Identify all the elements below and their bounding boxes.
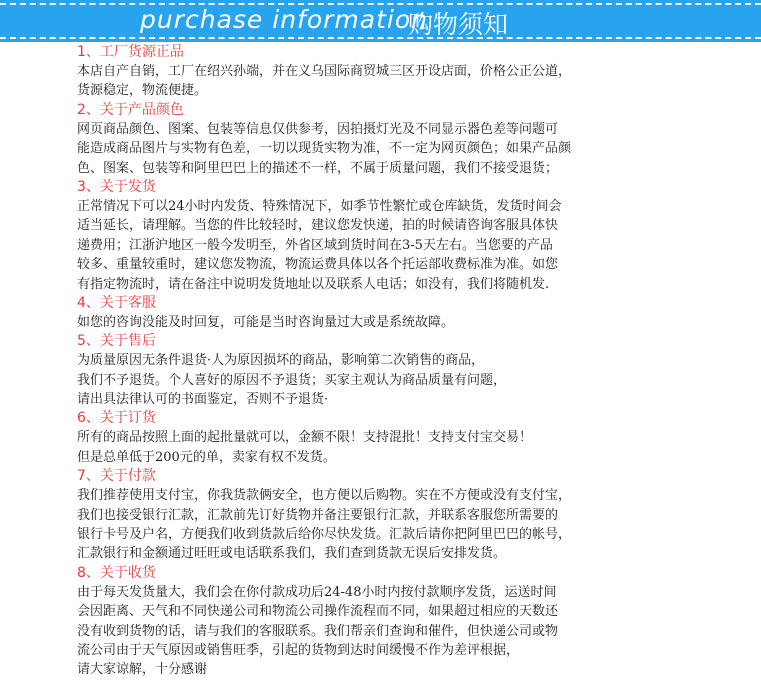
section-text-line: 请出具法律认可的书面鉴定，否则不予退货·	[77, 392, 329, 408]
section-heading: 3、关于发货	[77, 178, 156, 195]
notice-section	[77, 332, 757, 409]
section-text-line: 递费用；江浙沪地区一般今发明至，外省区域到货时间在3-5天左右。当您要的产品	[77, 237, 553, 253]
section-heading: 1、工厂货源正品	[77, 44, 184, 60]
section-heading: 6、关于订货	[77, 410, 156, 427]
bottom-dashed-divider	[0, 37, 761, 39]
section-text-line: 适当延长，请理解。当您的件比较轻时，建议您发快递，拍的时候请咨询客服具体快	[77, 218, 559, 234]
notice-section	[77, 564, 757, 680]
section-text-line: 银行卡号及户名，方便我们收到货款后给你尽快发货。汇款后请你把阿里巴巴的帐号，	[77, 527, 572, 543]
section-text-line: 流公司由于天气原因或销售旺季，引起的货物到达时间缓慢不作为差评根据，	[77, 642, 520, 658]
section-text-line: 没有收到货物的话，请与我们的客服联系。我们帮亲们查询和催件，但快递公司或物	[77, 623, 559, 639]
notice-section	[77, 101, 757, 178]
section-heading: 4、关于客服	[77, 294, 156, 311]
section-text-line: 有指定物流时，请在备注中说明发货地址以及联系人电话；如没有，我们将随机发.	[77, 276, 550, 292]
section-heading: 7、关于付款	[77, 468, 156, 485]
section-text-line: 会因距离、天气和不同快递公司和物流公司操作流程而不同，如果超过相应的天数还	[77, 604, 559, 620]
notice-section	[77, 409, 757, 467]
section-text-line: 我们不予退货。个人喜好的原因不予退货；买家主观认为商品质量有问题，	[77, 372, 507, 388]
section-text-line: 为质量原因无条件退货·人为原因损坏的商品，影响第二次销售的商品，	[77, 353, 485, 369]
section-text-line: 我们推荐使用支付宝，你我货款俩安全，也方便以后购物。实在不方便或没有支付宝，	[77, 488, 572, 504]
section-text-line: 请大家谅解，十分感谢	[77, 662, 208, 678]
notice-section	[77, 43, 757, 101]
section-text-line: 较多、重量较重时，建议您发物流，物流运费具体以各个托运部收费标准为准。如您	[77, 257, 559, 273]
section-text-line: 汇款银行和金额通过旺旺或电话联系我们，我们查到货款无误后安排发货。	[77, 546, 507, 562]
notice-section	[77, 294, 757, 332]
notice-section	[77, 467, 757, 564]
section-text-line: 色、图案、包装等和阿里巴巴上的描述不一样，不属于质量问题，我们不接受退货；	[77, 160, 559, 176]
section-text-line: 本店自产自销，工厂在绍兴孙端，并在义乌国际商贸城三区开设店面，价格公正公道，	[77, 64, 572, 79]
section-text-line: 正常情况下可以24小时内发货、特殊情况下，如季节性繁忙或仓库缺货，发货时间会	[77, 198, 562, 214]
banner-title-english: purchase information	[140, 5, 428, 34]
header-banner	[0, 0, 761, 42]
section-text-line: 但是总单低于200元的单，卖家有权不发货。	[77, 449, 336, 465]
notice-section	[77, 178, 757, 294]
section-heading: 8、关于收货	[77, 564, 156, 581]
section-text-line: 如您的咨询没能及时回复，可能是当时咨询量过大或是系统故障。	[77, 314, 455, 330]
section-text-line: 我们也接受银行汇款，汇款前先订好货物并备注要银行汇款，并联系客服您所需要的	[77, 507, 559, 523]
section-text-line: 能造成商品图片与实物有色差，一切以现货实物为准，不一定为网页颜色；如果产品颜	[77, 141, 572, 157]
purchase-notice-body	[77, 43, 757, 680]
section-text-line: 由于每天发货量大，我们会在你付款成功后24-48小时内按付款顺序发货，运送时间	[77, 584, 557, 600]
banner-title-chinese: 购物须知	[408, 10, 509, 39]
section-heading: 2、关于产品颜色	[77, 101, 184, 118]
section-text-line: 网页商品颜色、图案、包装等信息仅供参考，因拍摄灯光及不同显示器色差等问题可	[77, 121, 559, 137]
section-heading: 5、关于售后	[77, 333, 156, 350]
section-text-line: 所有的商品按照上面的起批量就可以，金额不限！支持混批！支持支付宝交易！	[77, 430, 533, 446]
section-text-line: 货源稳定，物流便捷。	[77, 83, 208, 99]
